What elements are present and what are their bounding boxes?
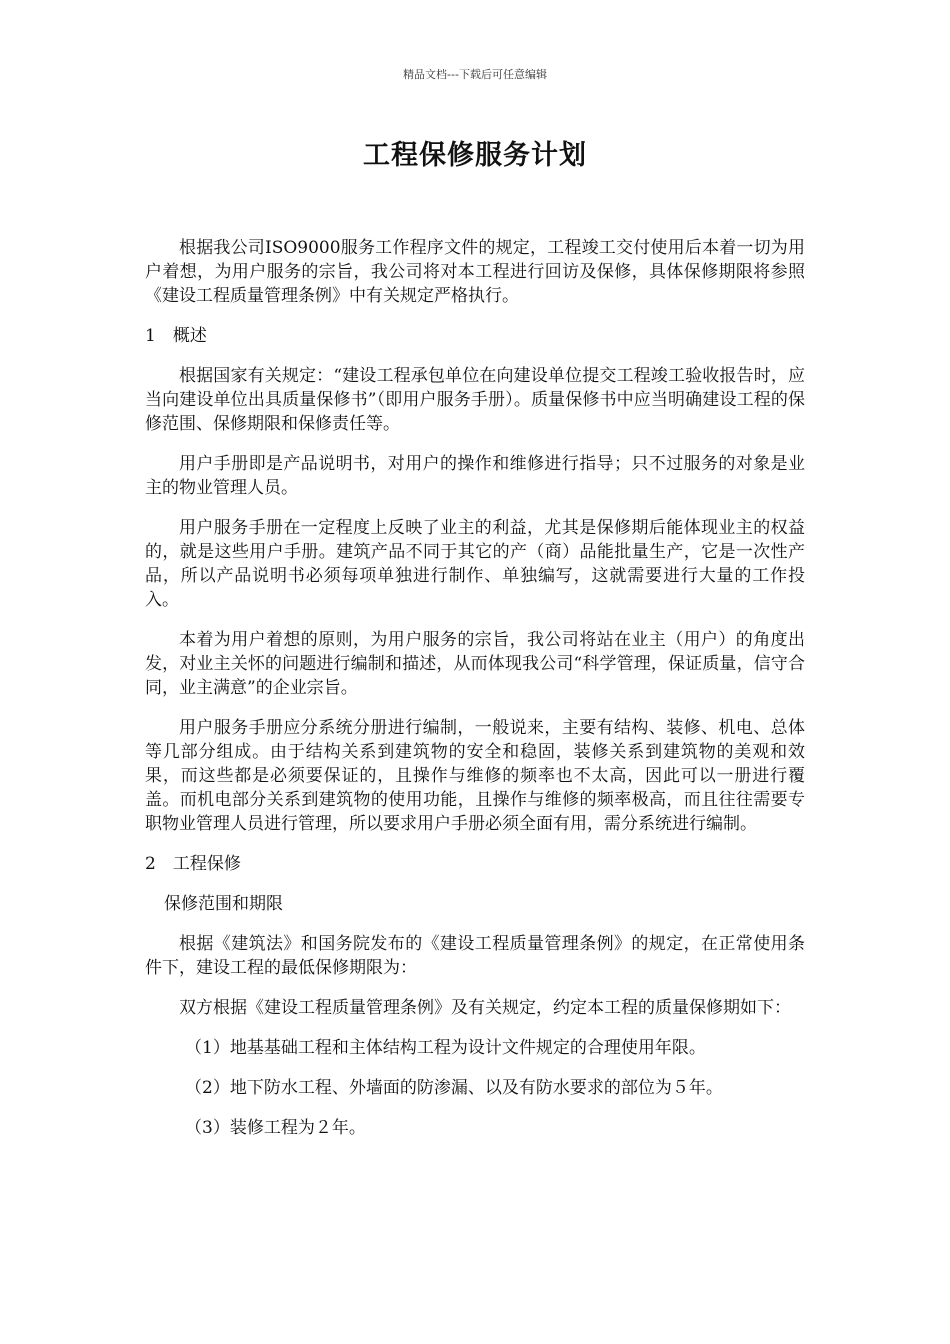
section-2-subheading: 保修范围和期限 bbox=[164, 894, 283, 914]
section-1-paragraph-4: 本着为用户着想的原则，为用户服务的宗旨，我公司将站在业主（用户）的角度出发，对业主关怀的问题进行编制和描述，从而体现我公司“科学管理，保证质量，信守合同，业主满意”的企业宗旨。 bbox=[145, 630, 805, 698]
section-1-paragraph-3: 用户服务手册在一定程度上反映了业主的利益，尤其是保修期后能体现业主的权益的，就是这些用户手册。建筑产品不同于其它的产（商）品能批量生产，它是一次性产品，所以产品说明书必须每项单独进行制作、单独编写，这就需要进行大量的工作投入。 bbox=[145, 518, 805, 610]
section-1-paragraph-1: 根据国家有关规定：“建设工程承包单位在向建设单位提交工程竣工验收报告时，应当向建设单位出具质量保修书”（即用户服务手册）。质量保修书中应当明确建设工程的保修范围、保修期限和保修责任等。 bbox=[145, 366, 805, 434]
section-2-heading: 2 工程保修 bbox=[145, 854, 241, 874]
page-header-note: 精品文档---下载后可任意编辑 bbox=[403, 68, 547, 81]
section-2-paragraph-2: 双方根据《建设工程质量管理条例》及有关规定，约定本工程的质量保修期如下： bbox=[179, 998, 791, 1018]
intro-paragraph: 根据我公司ISO9000服务工作程序文件的规定，工程竣工交付使用后本着一切为用户着想，为用户服务的宗旨，我公司将对本工程进行回访及保修，具体保修期限将参照《建设工程质量管理条例》中有关规定严格执行。 bbox=[145, 238, 805, 306]
warranty-item-1: （1）地基基础工程和主体结构工程为设计文件规定的合理使用年限。 bbox=[185, 1038, 706, 1058]
section-1-paragraph-5: 用户服务手册应分系统分册进行编制，一般说来，主要有结构、装修、机电、总体等几部分组成。由于结构关系到建筑物的安全和稳固，装修关系到建筑物的美观和效果，而这些都是必须要保证的，且操作与维修的频率也不太高，因此可以一册进行覆盖。而机电部分关系到建筑物的使用功能，且操作与维修的频率极高，而且往往需要专职物业管理人员进行管理，所以要求用户手册必须全面有用，需分系统进行编制。 bbox=[145, 718, 805, 834]
section-1-heading: 1 概述 bbox=[145, 326, 207, 346]
section-2-paragraph-1: 根据《建筑法》和国务院发布的《建设工程质量管理条例》的规定，在正常使用条件下，建设工程的最低保修期限为： bbox=[145, 934, 805, 978]
warranty-item-2: （2）地下防水工程、外墙面的防渗漏、以及有防水要求的部位为５年。 bbox=[185, 1078, 723, 1098]
section-1-paragraph-2: 用户手册即是产品说明书，对用户的操作和维修进行指导；只不过服务的对象是业主的物业管理人员。 bbox=[145, 454, 805, 498]
document-body bbox=[145, 236, 805, 1156]
document-title: 工程保修服务计划 bbox=[363, 140, 587, 171]
warranty-item-3: （3）装修工程为２年。 bbox=[185, 1118, 366, 1138]
